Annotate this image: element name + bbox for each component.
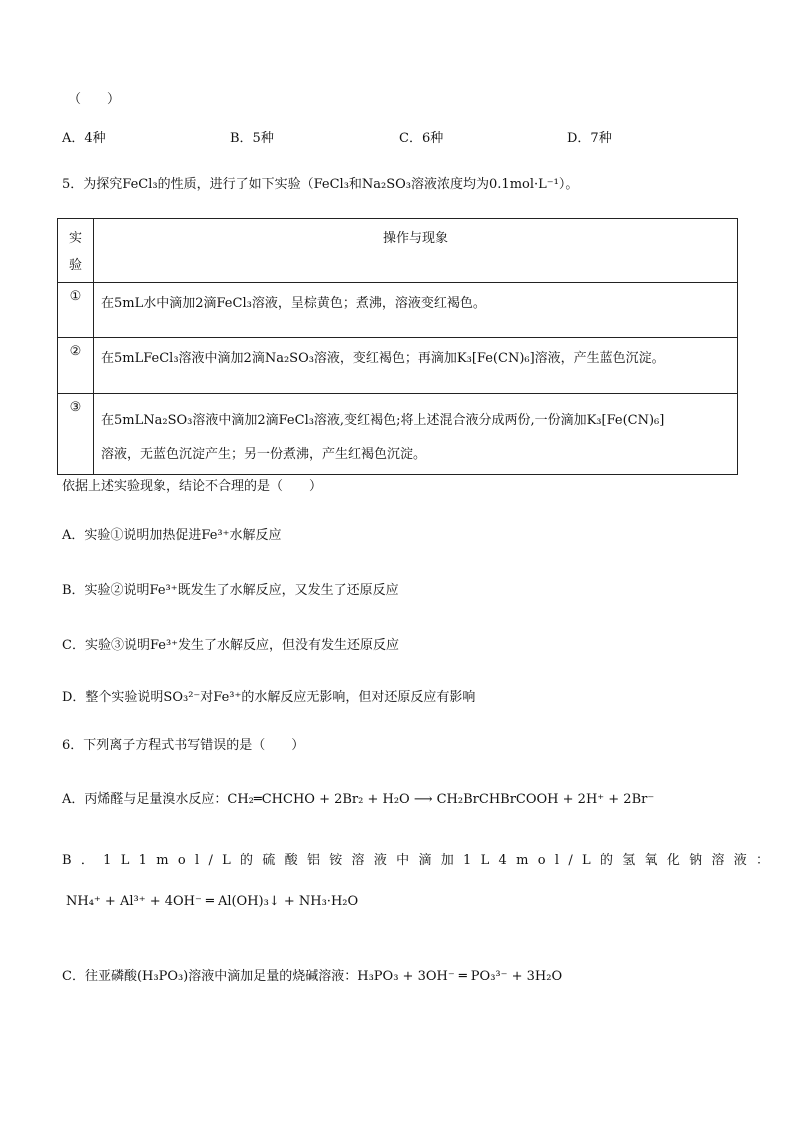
row-1-text: 在5mL水中滴加2滴FeCl₃溶液，呈棕黄色；煮沸，溶液变红褐色。 — [101, 296, 486, 311]
table-row — [58, 283, 738, 338]
q4-option-d: D．7种 — [567, 131, 612, 146]
q4-options — [62, 130, 702, 148]
header-operation-cell — [94, 219, 738, 283]
q5-stem: 5．为探究FeCl₃的性质，进行了如下实验（FeCl₃和Na₂SO₃溶液浓度均为0.1mol·L⁻¹）。 — [62, 177, 579, 192]
q5-option-b: B．实验②说明Fe³⁺既发生了水解反应，又发生了还原反应 — [62, 583, 399, 598]
q5-option-c: C．实验③说明Fe³⁺发生了水解反应，但没有发生还原反应 — [62, 638, 400, 653]
header-experiment-cell — [58, 219, 94, 283]
row-3-text — [101, 394, 737, 472]
q6-option-a: A．丙烯醛与足量溴水反应：CH₂═CHCHO + 2Br₂ + H₂O ⟶ CH₂BrCHBrCOOH + 2H⁺ + 2Br⁻ — [62, 792, 655, 807]
q4-answer-bracket: （ ） — [68, 92, 121, 107]
table-row — [58, 338, 738, 394]
q4-option-c: C．6种 — [399, 131, 444, 146]
q5-option-d: D．整个实验说明SO₃²⁻对Fe³⁺的水解反应无影响，但对还原反应有影响 — [62, 690, 476, 705]
experiment-table — [57, 218, 738, 475]
header-operation-label: 操作与现象 — [382, 231, 448, 246]
row-2-id: ② — [69, 344, 82, 359]
q4-option-a: A．4种 — [62, 131, 106, 146]
row-3-line-1: 在5mLNa₂SO₃溶液中滴加2滴FeCl₃溶液,变红褐色;将上述混合液分成两份,一份滴加K₃[Fe(CN)₆] — [101, 413, 665, 428]
q4-option-b: B．5种 — [230, 131, 274, 146]
row-3-id: ③ — [69, 400, 82, 415]
q6-stem: 6．下列离子方程式书写错误的是（ ） — [62, 738, 305, 753]
q6-option-c: C．往亚磷酸(H₃PO₃)溶液中滴加足量的烧碱溶液：H₃PO₃ + 3OH⁻ ═ PO₃³⁻ + 3H₂O — [62, 969, 563, 984]
header-experiment-char-2: 验 — [68, 258, 82, 273]
header-experiment-char-1: 实 — [68, 231, 82, 246]
row-3-line-2: 溶液，无蓝色沉淀产生；另一份煮沸，产生红褐色沉淀。 — [101, 447, 427, 462]
q5-option-a: A．实验①说明加热促进Fe³⁺水解反应 — [62, 528, 282, 543]
table-row — [58, 394, 738, 475]
q6-option-b-line-2: NH₄⁺ + Al³⁺ + 4OH⁻ ═ Al(OH)₃↓ + NH₃·H₂O — [66, 894, 359, 909]
row-1-id: ① — [69, 289, 82, 304]
row-2-text: 在5mLFeCl₃溶液中滴加2滴Na₂SO₃溶液，变红褐色；再滴加K₃[Fe(CN)₆]溶液，产生蓝色沉淀。 — [101, 351, 665, 366]
q5-question: 依据上述实验现象，结论不合理的是（ ） — [62, 479, 323, 494]
table-header-row — [58, 219, 738, 283]
q6-option-b-line-1: B．1L1mol/L的硫酸铝铵溶液中滴加1L4mol/L的氢氧化钠溶液： — [62, 853, 779, 868]
